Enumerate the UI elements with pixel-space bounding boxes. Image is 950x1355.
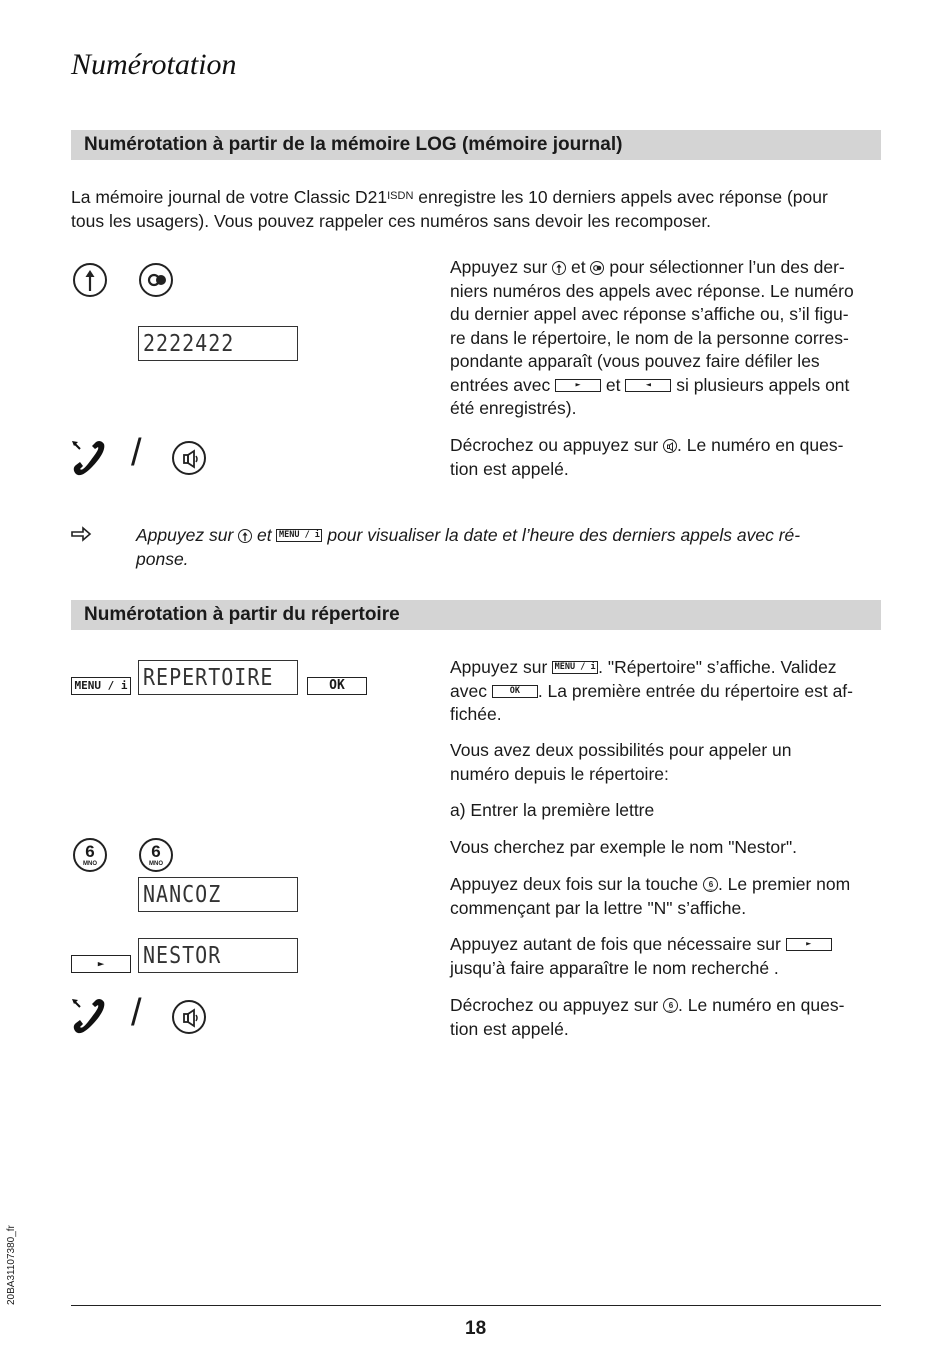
step1-line-7: été enregistrés). xyxy=(450,398,577,418)
intro-text-a: La mémoire journal de votre Classic D21 xyxy=(71,187,388,207)
step2-text-1: Décrochez ou appuyez sur xyxy=(450,435,664,455)
dir-step2-paragraph xyxy=(450,873,890,920)
inline-right-arrow-label: ► xyxy=(575,379,581,390)
speaker-key-icon-second xyxy=(172,1000,206,1034)
menu-key-label: MENU / i xyxy=(74,679,128,692)
svg-text:MNO: MNO xyxy=(707,888,715,892)
dir-step4-line-2: tion est appelé. xyxy=(450,1018,569,1039)
slash-separator-1: / xyxy=(131,432,142,474)
note-paragraph xyxy=(136,524,876,571)
dir-options-line-2: numéro depuis le répertoire: xyxy=(450,763,669,784)
step1-line-6a: entrées avec xyxy=(450,374,556,395)
step1-line-6b: et xyxy=(601,374,626,395)
dir-step2-text-2: . Le premier nom xyxy=(717,874,851,894)
speaker-key-icon xyxy=(172,441,206,475)
step1-line-2: niers numéros des appels avec réponse. Le numéro xyxy=(450,280,854,301)
note-text-1: Appuyez sur xyxy=(136,525,239,545)
step2-line-2: tion est appelé. xyxy=(450,458,569,479)
dir-step3-paragraph xyxy=(450,933,890,980)
intro-paragraph xyxy=(71,185,891,233)
inline-right-arrow-key-2 xyxy=(786,938,832,951)
dir-step3-text-1: Appuyez autant de fois que nécessaire sur xyxy=(450,934,786,954)
intro-text-line2: tous les usagers). Vous pouvez rappeler ces numéros sans devoir les recomposer. xyxy=(71,210,712,231)
dir-options-paragraph xyxy=(450,739,890,786)
chapter-title: Numérotation xyxy=(71,48,237,81)
lcd-display-repertoire xyxy=(138,660,298,695)
intro-text-b: enregistre les 10 derniers appels avec réponse (pour xyxy=(413,187,828,207)
digit-6-key-icon-second xyxy=(139,838,173,872)
footer-divider xyxy=(71,1305,881,1306)
section-heading-directory xyxy=(71,600,881,630)
note-up-arrow-icon xyxy=(238,529,252,543)
dir-step1-line-2a: avec xyxy=(450,680,492,701)
dir-example: Vous cherchez par exemple le nom "Nestor". xyxy=(450,837,798,857)
svg-text:MNO: MNO xyxy=(667,1009,675,1013)
inline-ok-key-label: OK xyxy=(509,685,520,696)
note-pointer-icon xyxy=(71,526,93,542)
note-menu-key xyxy=(276,529,322,542)
menu-key xyxy=(71,677,131,695)
right-arrow-key-label: ► xyxy=(97,957,105,970)
dir-step1-line-3: fichée. xyxy=(450,704,502,724)
svg-text:6: 6 xyxy=(668,1001,674,1010)
dir-step1-text-2: . "Répertoire" s’affiche. Validez xyxy=(598,657,837,677)
step1-line-6c: si plusieurs appels ont xyxy=(671,374,850,395)
svg-text:6: 6 xyxy=(708,880,714,889)
dir-option-a: a) Entrer la première lettre xyxy=(450,800,655,820)
dir-step1-line-2b: . La première entrée du répertoire est af- xyxy=(537,680,853,701)
inline-speaker-icon xyxy=(663,439,677,453)
inline-menu-key xyxy=(552,661,598,674)
intro-superscript: ISDN xyxy=(387,190,414,202)
inline-call-log-icon xyxy=(590,261,604,275)
inline-digit-6-icon xyxy=(703,877,718,892)
step2-paragraph xyxy=(450,434,890,481)
inline-digit-6-icon-2 xyxy=(663,998,678,1013)
step1-paragraph xyxy=(450,256,890,421)
handset-icon-second xyxy=(71,996,107,1036)
lcd-display-nestor xyxy=(138,938,298,973)
section-heading-directory-text: Numérotation à partir du répertoire xyxy=(84,604,400,625)
up-arrow-key-icon xyxy=(73,263,107,297)
lcd-number-text: 2222422 xyxy=(143,329,235,357)
lcd-nancoz-text: NANCOZ xyxy=(143,880,222,908)
lcd-display-nancoz xyxy=(138,877,298,912)
digit-6-key-icon xyxy=(73,838,107,872)
lcd-display-number xyxy=(138,326,298,361)
dir-step2-line-2: commençant par la lettre "N" s’affiche. xyxy=(450,897,747,918)
step1-line-5: pondante apparaît (vous pouvez faire défiler les xyxy=(450,351,820,371)
digit-6-label-second: 6 xyxy=(151,842,161,861)
section-heading-log xyxy=(71,130,881,160)
inline-up-arrow-icon xyxy=(552,261,566,275)
dir-step4-text-1: Décrochez ou appuyez sur xyxy=(450,995,664,1015)
step1-text-3: pour sélectionner l’un des der- xyxy=(604,257,845,277)
note-text-3: pour visualiser la date et l’heure des derniers appels avec ré- xyxy=(322,525,801,545)
step1-line-4: re dans le répertoire, le nom de la personne corres- xyxy=(450,327,849,348)
step1-text-2: et xyxy=(566,257,591,277)
dir-step4-paragraph xyxy=(450,994,890,1041)
step2-text-2: . Le numéro en ques- xyxy=(677,435,844,455)
section-heading-log-text: Numérotation à partir de la mémoire LOG (mémoire journal) xyxy=(84,134,623,155)
ok-key xyxy=(307,677,367,695)
note-menu-key-label: MENU / i xyxy=(278,530,320,540)
dir-step1-paragraph xyxy=(450,656,890,727)
handset-icon xyxy=(71,438,107,478)
dir-options-line-1: Vous avez deux possibilités pour appeler un xyxy=(450,740,792,760)
inline-left-arrow-key xyxy=(625,379,671,392)
slash-separator-2: / xyxy=(131,992,142,1034)
lcd-nestor-text: NESTOR xyxy=(143,941,222,969)
call-log-key-icon xyxy=(139,263,173,297)
page-number: 18 xyxy=(465,1318,487,1339)
dir-step3-line-2: jusqu’à faire apparaître le nom recherché . xyxy=(450,957,779,978)
digit-6-sub-label: MNO xyxy=(83,861,97,867)
step1-line-3: du dernier appel avec réponse s’affiche ou, s’il figu- xyxy=(450,304,849,324)
right-arrow-key xyxy=(71,955,131,973)
inline-menu-key-label: MENU / i xyxy=(554,662,596,672)
inline-right-arrow-label-2: ► xyxy=(806,939,812,949)
lcd-repertoire-text: REPERTOIRE xyxy=(143,663,274,691)
dir-step4-text-2: . Le numéro en ques- xyxy=(678,995,845,1015)
dir-step1-text-1: Appuyez sur xyxy=(450,657,553,677)
digit-6-sub-label-second: MNO xyxy=(149,861,163,867)
document-id: 20BA31107380_fr xyxy=(6,1225,17,1305)
note-line-2: ponse. xyxy=(136,548,189,569)
note-text-2: et xyxy=(252,525,277,545)
step1-text-1: Appuyez sur xyxy=(450,257,553,277)
inline-ok-key xyxy=(492,685,538,698)
inline-right-arrow-key xyxy=(555,379,601,392)
dir-step2-text-1: Appuyez deux fois sur la touche xyxy=(450,874,703,894)
inline-left-arrow-label: ◄ xyxy=(645,379,651,390)
digit-6-label: 6 xyxy=(85,842,95,861)
ok-key-label: OK xyxy=(329,678,345,693)
